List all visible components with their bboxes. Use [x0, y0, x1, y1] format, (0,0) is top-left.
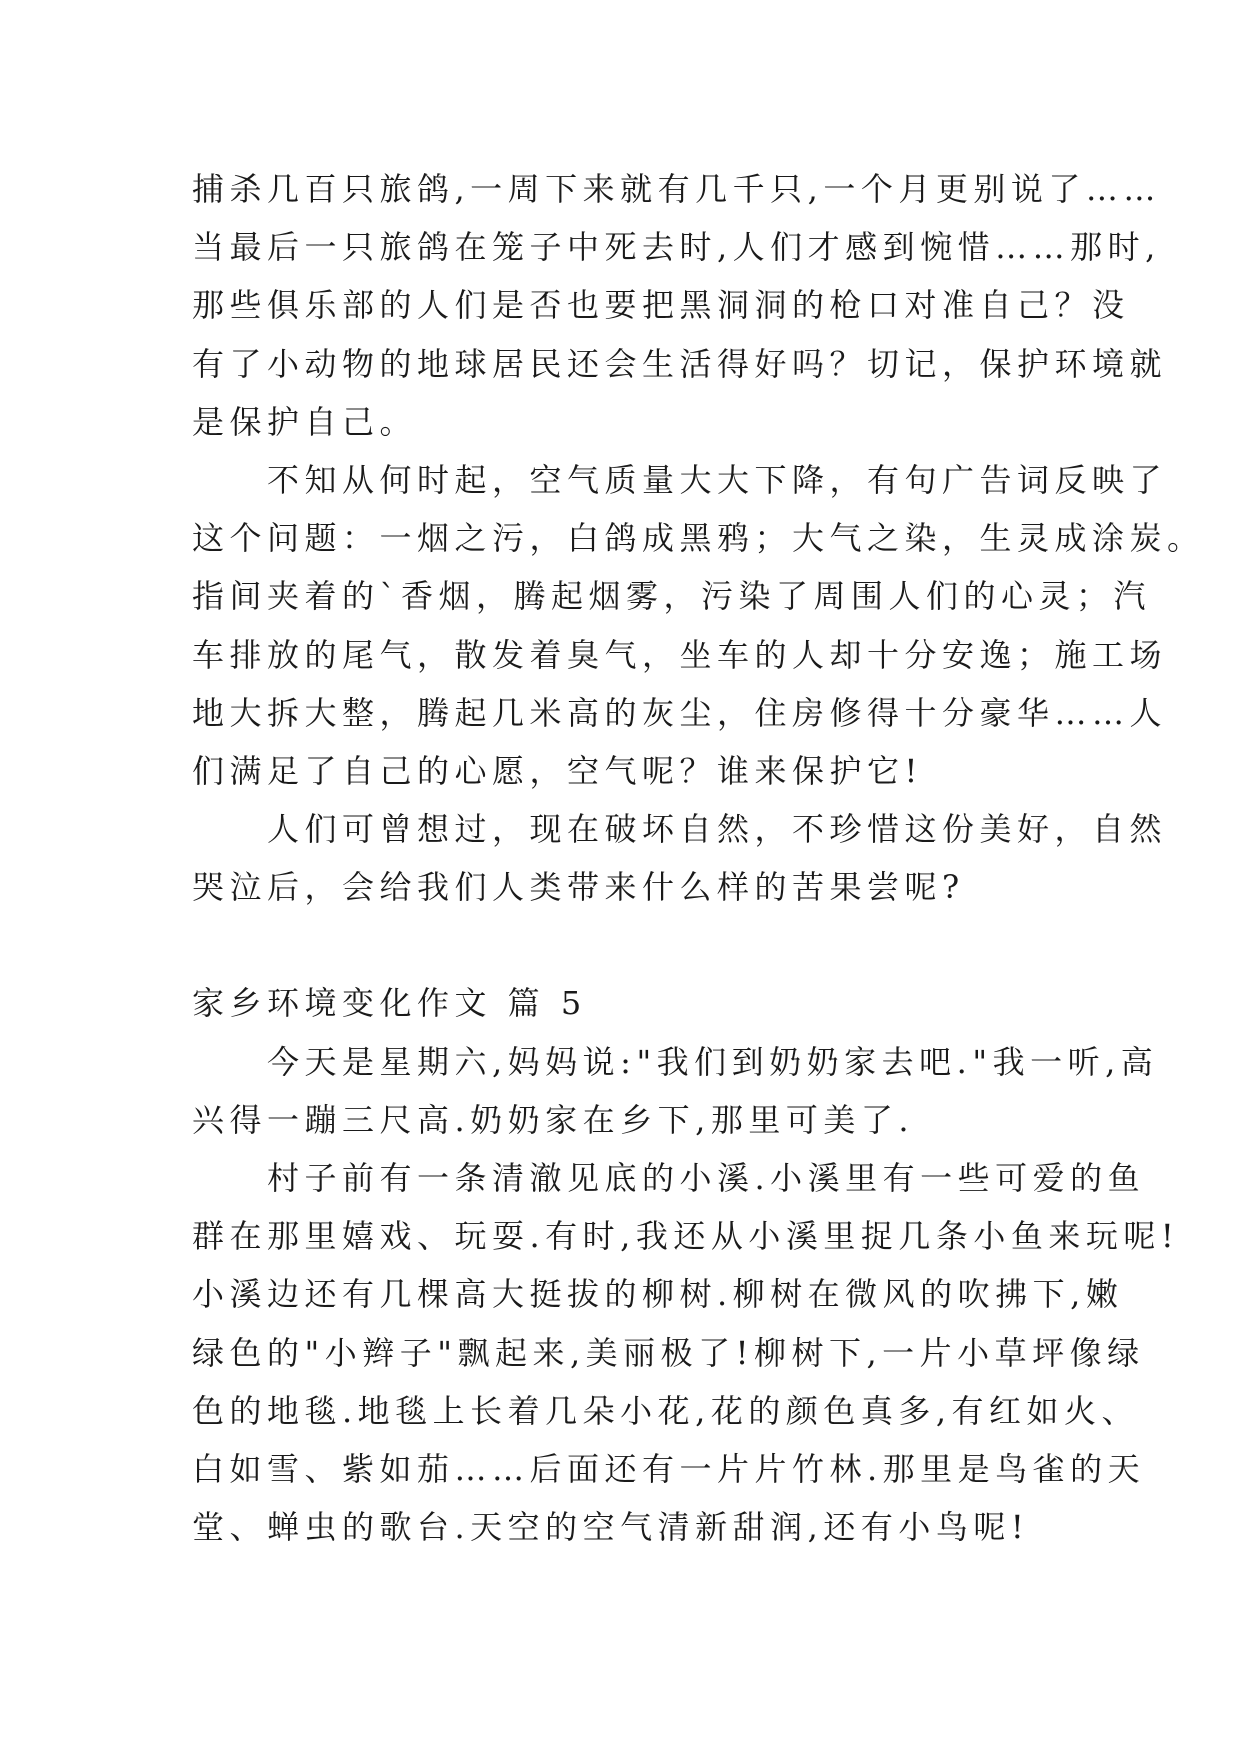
paragraph-line: 白如雪、紫如茄……后面还有一片片竹林.那里是鸟雀的天 [192, 1449, 1146, 1488]
paragraph-line: 色的地毯.地毯上长着几朵小花,花的颜色真多,有红如火、 [192, 1391, 1140, 1430]
previous-section [192, 160, 1205, 916]
paragraph-line: 这个问题：一烟之污，白鸽成黑鸦；大气之染，生灵成涂炭。 [192, 519, 1205, 558]
paragraph-line: 哭泣后，会给我们人类带来什么样的苦果尝呢? [192, 868, 965, 907]
paragraph-line: 群在那里嬉戏、玩耍.有时,我还从小溪里捉几条小鱼来玩呢! [192, 1217, 1180, 1256]
paragraph-line: 村子前有一条清澈见底的小溪.小溪里有一些可爱的鱼 [192, 1159, 1146, 1197]
paragraph-line: 地大拆大整，腾起几米高的灰尘，住房修得十分豪华……人 [192, 693, 1168, 732]
paragraph-line: 车排放的尾气，散发着臭气，坐车的人却十分安逸；施工场 [192, 635, 1168, 674]
paragraph-line: 今天是星期六,妈妈说:"我们到奶奶家去吧."我一听,高 [192, 1042, 1159, 1081]
paragraph-line: 当最后一只旅鸽在笼子中死去时,人们才感到惋惜……那时, [192, 228, 1161, 267]
paragraph-line: 小溪边还有几棵高大挺拔的柳树.柳树在微风的吹拂下,嫩 [192, 1275, 1124, 1314]
paragraph-line: 兴得一蹦三尺高.奶奶家在乡下,那里可美了. [192, 1100, 915, 1139]
section-spacer [192, 916, 1092, 974]
paragraph-line: 人们可曾想过，现在破坏自然，不珍惜这份美好，自然 [192, 810, 1168, 849]
paragraph-line: 们满足了自己的心愿，空气呢？谁来保护它! [192, 751, 923, 790]
paragraph-line: 是保护自己。 [192, 402, 418, 441]
current-section [192, 1033, 1180, 1557]
paragraph-line: 绿色的"小辫子"飘起来,美丽极了!柳树下,一片小草坪像绿 [192, 1333, 1145, 1372]
paragraph-line: 捕杀几百只旅鸽,一周下来就有几千只,一个月更别说了…… [192, 170, 1161, 208]
document-body [192, 160, 1205, 1556]
paragraph-line: 不知从何时起，空气质量大大下降，有句广告词反映了 [192, 460, 1168, 499]
section-heading: 家乡环境变化作文 篇 5 [192, 984, 587, 1023]
paragraph-line: 堂、蝉虫的歌台.天空的空气清新甜润,还有小鸟呢! [192, 1508, 1030, 1547]
paragraph-line: 指间夹着的`香烟，腾起烟雾，污染了周围人们的心灵；汽 [192, 577, 1152, 616]
paragraph-line: 那些俱乐部的人们是否也要把黑洞洞的枪口对准自己？没 [192, 286, 1130, 325]
paragraph-line: 有了小动物的地球居民还会生活得好吗？切记，保护环境就 [192, 344, 1168, 383]
